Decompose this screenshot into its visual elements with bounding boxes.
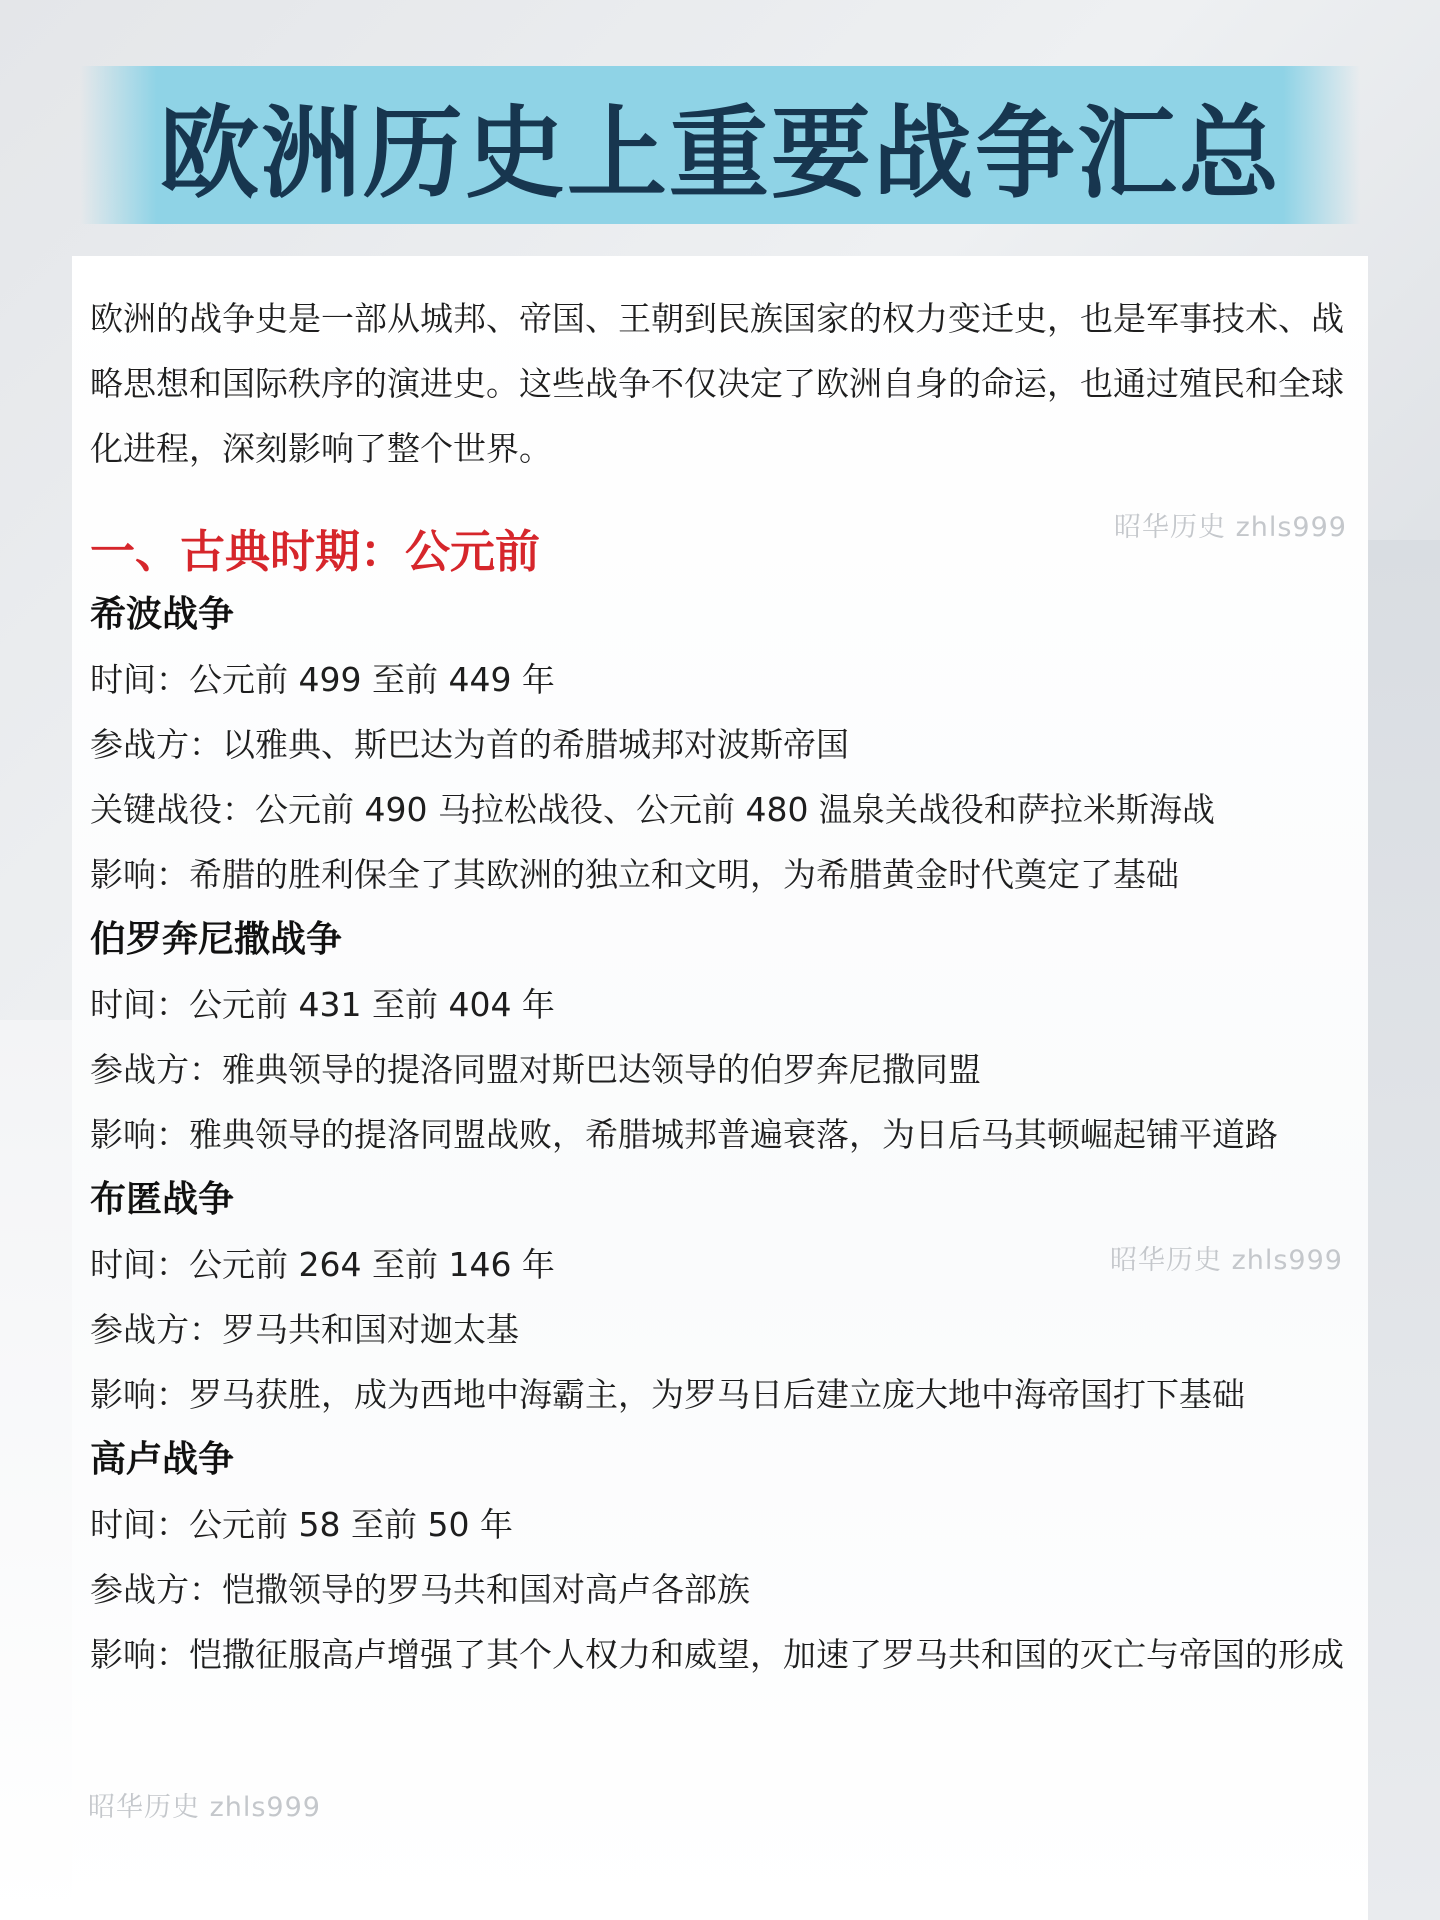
war-detail-impact: 影响：雅典领导的提洛同盟战败，希腊城邦普遍衰落，为日后马其顿崛起铺平道路: [90, 1115, 1278, 1154]
war-detail-impact: 影响：希腊的胜利保全了其欧洲的独立和文明，为希腊黄金时代奠定了基础: [90, 855, 1179, 894]
war-title: 高卢战争: [90, 1439, 235, 1480]
war-detail-time: 时间：公元前 264 至前 146 年: [90, 1245, 555, 1284]
war-detail-impact: 影响：罗马获胜，成为西地中海霸主，为罗马日后建立庞大地中海帝国打下基础: [90, 1375, 1245, 1414]
war-detail-belligerents: 参战方：以雅典、斯巴达为首的希腊城邦对波斯帝国: [90, 725, 849, 764]
intro-paragraph: 欧洲的战争史是一部从城邦、帝国、王朝到民族国家的权力变迁史，也是军事技术、战略思想和国际秩序的演进史。这些战争不仅决定了欧洲自身的命运，也通过殖民和全球化进程，深刻影响了整个世界。: [90, 299, 1344, 468]
war-detail-impact: 影响：恺撒征服高卢增强了其个人权力和威望，加速了罗马共和国的灭亡与帝国的形成: [90, 1635, 1344, 1674]
war-title: 布匿战争: [90, 1179, 235, 1220]
war-detail-key-battles: 关键战役：公元前 490 马拉松战役、公元前 480 温泉关战役和萨拉米斯海战: [90, 790, 1215, 829]
watermark: 昭华历史 zhls999: [88, 1792, 321, 1823]
war-title: 希波战争: [90, 594, 235, 635]
war-title: 伯罗奔尼撒战争: [90, 919, 343, 960]
war-detail-belligerents: 参战方：雅典领导的提洛同盟对斯巴达领导的伯罗奔尼撒同盟: [90, 1050, 981, 1089]
watermark: 昭华历史 zhls999: [1110, 1245, 1343, 1276]
war-detail-time: 时间：公元前 58 至前 50 年: [90, 1505, 513, 1544]
war-detail-belligerents: 参战方：罗马共和国对迦太基: [90, 1310, 519, 1349]
page-title: 欧洲历史上重要战争汇总: [159, 95, 1281, 212]
war-detail-time: 时间：公元前 499 至前 449 年: [90, 660, 555, 699]
watermark: 昭华历史 zhls999: [1114, 512, 1347, 543]
war-detail-time: 时间：公元前 431 至前 404 年: [90, 985, 555, 1024]
section-title: 一、古典时期：公元前: [90, 525, 541, 578]
war-list: [90, 582, 1360, 1687]
title-banner: [80, 66, 1360, 224]
war-detail-belligerents: 参战方：恺撒领导的罗马共和国对高卢各部族: [90, 1570, 750, 1609]
